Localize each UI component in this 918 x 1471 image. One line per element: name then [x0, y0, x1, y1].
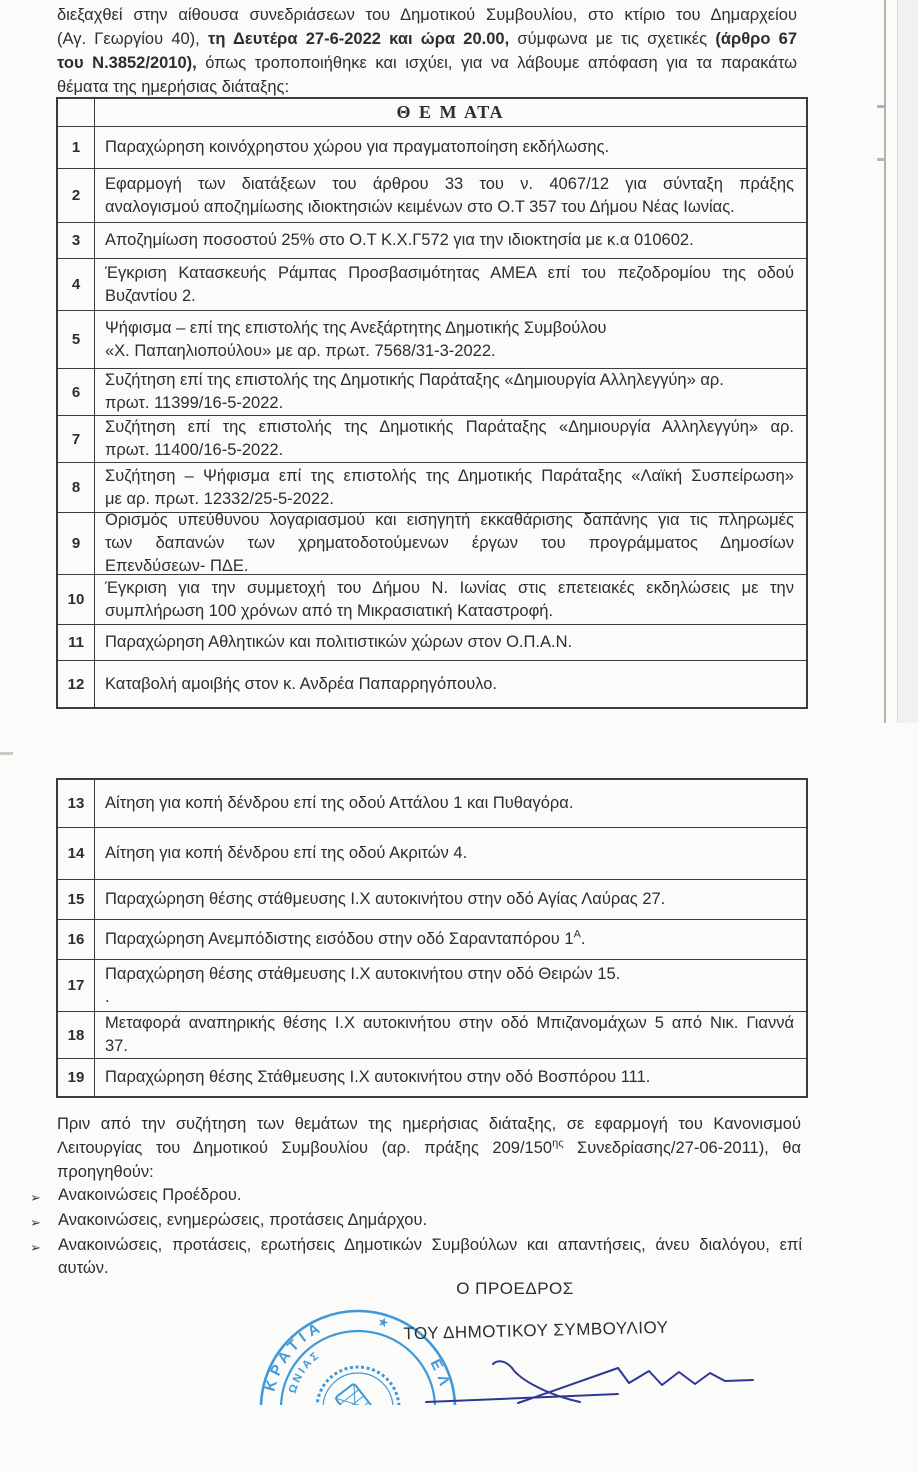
agenda-row-number: 18: [58, 1012, 95, 1058]
agenda-row-text: [95, 463, 806, 512]
text-line: των δαπανών των χρηματοδοτούμενων έργων του προγράμματος Δημοσίων: [105, 534, 794, 552]
text-line: Παραχώρηση Αθλητικών και πολιτιστικών χώρων στον Ο.Π.Α.Ν.: [105, 633, 573, 651]
text-line: αναλογισμού αποζημίωσης ιδιοκτησιών κειμένων στο Ο.Τ 357 του Δήμου Νέας Ιωνίας.: [105, 197, 735, 216]
agenda-row-number: 2: [58, 169, 95, 222]
scan-tick-mark: [877, 105, 886, 108]
stamp-outer-text-left: ΚΡΑΤΙΑ: [261, 1317, 327, 1394]
agenda-row-text: [95, 169, 806, 222]
agenda-row-1: [58, 126, 806, 168]
text-line: (Αγ. Γεωργίου 40), τη Δευτέρα 27-6-2022 και ώρα 20.00, σύμφωνα με τις σχετικές (άρθρο 67: [57, 30, 797, 48]
text-line: «Χ. Παπαηλιοπούλου» με αρ. πρωτ. 7568/31-3-2022.: [105, 341, 496, 360]
text-line: Καταβολή αμοιβής στον κ. Ανδρέα Παπαρρηγόπουλο.: [105, 674, 498, 693]
agenda-row-14: [58, 827, 806, 879]
agenda-row-text: [95, 661, 806, 707]
agenda-row-text: [95, 780, 806, 827]
agenda-row-text: [95, 575, 806, 624]
scan-tick-mark: [877, 158, 886, 161]
agenda-row-text: [95, 513, 806, 574]
agenda-row-text: [95, 223, 806, 258]
text-line: Πριν από την συζήτηση των θεμάτων της ημερήσιας διάταξης, σε εφαρμογή του Κανονισμού: [57, 1115, 801, 1133]
text-line: Ορισμός υπεύθυνου λογαριασμού και εισηγητή εκκαθάρισης δαπάνης για τις πληρωμές: [105, 511, 794, 529]
text-line: Παραχώρηση θέσης στάθμευσης Ι.Χ αυτοκινήτου στην οδό Αγίας Λαύρας 27.: [105, 890, 666, 908]
agenda-row-text: [95, 416, 806, 462]
agenda-row-text: [95, 127, 806, 168]
text-line: .: [105, 987, 110, 1006]
text-line: πρωτ. 11400/16-5-2022.: [105, 441, 284, 459]
text-line: Ψήφισμα – επί της επιστολής της Ανεξάρτητης Δημοτικής Συμβούλου: [105, 318, 607, 337]
text-line: αυτών.: [58, 1259, 109, 1277]
agenda-row-number: 1: [58, 127, 95, 168]
text-line: Παραχώρηση κοινόχρηστου χώρου για πραγματοποίηση εκδήλωσης.: [105, 138, 610, 156]
text-line: Εφαρμογή των διατάξεων του άρθρου 33 του ν. 4067/12 για σύνταξη πράξης: [105, 174, 794, 193]
bullet-arrow-icon: ➢: [30, 1190, 41, 1205]
agenda-row-number: 6: [58, 369, 95, 415]
text-line: Παραχώρηση Ανεμπόδιστης εισόδου στην οδό Σαρανταπόρου $1^A$.: [105, 928, 586, 948]
text-line: Ανακοινώσεις Προέδρου.: [58, 1186, 242, 1204]
bullet-arrow-icon: ➢: [30, 1240, 41, 1255]
agenda-row-number: 15: [58, 880, 95, 919]
agenda-row-text: [95, 960, 806, 1011]
agenda-row-4: [58, 258, 806, 310]
agenda-row-11: [58, 624, 806, 660]
bullet-item: [30, 1184, 802, 1209]
text-line: Λειτουργίας του Δημοτικού Συμβουλίου (αρ. πράξης $209/150^{\eta\varsigma}$ Συνεδρίασης/27-06-2011), θα: [57, 1137, 801, 1157]
text-line: με αρ. πρωτ. 12332/25-5-2022.: [105, 489, 334, 508]
agenda-row-text: [95, 1059, 806, 1096]
agenda-row-number: 8: [58, 463, 95, 512]
scan-edge-band: [897, 0, 918, 723]
agenda-row-number: 5: [58, 311, 95, 368]
agenda-row-text: [95, 369, 806, 415]
agenda-row-19: [58, 1058, 806, 1096]
text-line: θέματα της ημερήσιας διάταξης:: [57, 78, 290, 96]
agenda-row-13: [58, 780, 806, 827]
agenda-row-number: 7: [58, 416, 95, 462]
text-line: Ανακοινώσεις, προτάσεις, ερωτήσεις Δημοτικών Συμβούλων και απαντήσεις, άνευ διαλόγου, επί: [58, 1236, 802, 1254]
agenda-row-text: [95, 259, 806, 310]
agenda-row-text: [95, 880, 806, 919]
agenda-row-5: [58, 310, 806, 368]
text-line: Παραχώρηση θέσης στάθμευσης Ι.Χ αυτοκινήτου στην οδό Θειρών 15.: [105, 964, 621, 983]
stamp-outer-text-right: ΕΛ: [426, 1356, 455, 1394]
text-line: Συζήτηση επί της επιστολής της Δημοτικής Παράταξης «Δημιουργία Αλληλεγγύη» αρ.: [105, 371, 724, 389]
agenda-row-text: [95, 920, 806, 959]
agenda-row-3: [58, 222, 806, 258]
text-line: Αίτηση για κοπή δένδρου επί της οδού Ακριτών 4.: [105, 844, 468, 862]
text-line: Βυζαντίου 2.: [105, 286, 196, 305]
agenda-row-number: 12: [58, 661, 95, 707]
agenda-row-9: [58, 512, 806, 574]
agenda-header-row: [58, 99, 806, 126]
president-title: Ο ΠΡΟΕΔΡΟΣ: [456, 1279, 574, 1298]
bullet-text: [58, 1184, 802, 1209]
agenda-row-number: 19: [58, 1059, 95, 1096]
text-line: συμπλήρωση 100 χρόνων από τη Μικρασιατική Καταστροφή.: [105, 601, 554, 620]
text-line: διεξαχθεί στην αίθουσα συνεδριάσεων του Δημοτικού Συμβουλίου, στο κτίριο του Δημαρχείου: [57, 6, 797, 24]
agenda-header-number-cell: [58, 99, 95, 126]
text-line: Ανακοινώσεις, ενημερώσεις, προτάσεις Δημάρχου.: [58, 1211, 428, 1229]
text-line: πρωτ. 11399/16-5-2022.: [105, 394, 284, 412]
text-line: του Ν.3852/2010), όπως τροποποιήθηκε και ισχύει, για να λάβουμε απόφαση για τα παρακάτω: [57, 54, 798, 72]
agenda-row-number: 10: [58, 575, 95, 624]
bullet-text: [58, 1234, 802, 1280]
signature-strokes: [410, 1330, 780, 1405]
text-line: Παραχώρηση θέσης Στάθμευσης Ι.Χ αυτοκινήτου στην οδό Βοσπόρου 111.: [105, 1068, 651, 1086]
agenda-row-18: [58, 1011, 806, 1058]
text-line: 37.: [105, 1037, 128, 1055]
text-line: προηγηθούν:: [57, 1163, 154, 1181]
agenda-row-number: 16: [58, 920, 95, 959]
bullet-text: [58, 1209, 802, 1234]
agenda-row-number: 3: [58, 223, 95, 258]
text-line: Αίτηση για κοπή δένδρου επί της οδού Αττάλου 1 και Πυθαγόρα.: [105, 794, 574, 812]
stamp-inner-text: ΩΝΙΑΣ: [286, 1348, 323, 1395]
president-signature: [410, 1330, 780, 1405]
agenda-row-2: [58, 168, 806, 222]
agenda-row-text: [95, 311, 806, 368]
agenda-row-text: [95, 625, 806, 660]
text-line: Συζήτηση επί της επιστολής της Δημοτικής Παράταξης «Δημιουργία Αλληλεγγύη» αρ.: [105, 418, 794, 436]
agenda-row-number: 11: [58, 625, 95, 660]
text-line: Μεταφορά αναπηρικής θέσης Ι.Χ αυτοκινήτου στην οδό Μπιζανομάχων 5 από Νικ. Γιαννά: [105, 1014, 794, 1032]
agenda-table-part-2: [56, 778, 808, 1098]
agenda-row-number: 4: [58, 259, 95, 310]
agenda-row-17: [58, 959, 806, 1011]
text-line: Επενδύσεων- ΠΔΕ.: [105, 557, 249, 575]
announcements-bullet-list: [30, 1184, 802, 1280]
agenda-row-12: [58, 660, 806, 707]
text-line: Συζήτηση – Ψήφισμα επί της επιστολής της Δημοτικής Παράταξης «Λαϊκή Συσπείρωση»: [105, 466, 794, 485]
agenda-table-title: Θ Ε Μ ΑΤΑ: [396, 102, 505, 122]
agenda-row-text: [95, 828, 806, 879]
agenda-row-16: [58, 919, 806, 959]
text-line: Έγκριση Κατασκευής Ράμπας Προσβασιμότητας ΑΜΕΑ επί του πεζοδρομίου της οδού: [105, 263, 794, 282]
scan-dash-mark: [0, 752, 13, 755]
agenda-table-part-1: [56, 97, 808, 709]
agenda-row-10: [58, 574, 806, 624]
council-title: ΤΟΥ ΔΗΜΟΤΙΚΟΥ ΣΥΜΒΟΥΛΙΟΥ: [403, 1317, 669, 1344]
intro-paragraph: [57, 3, 797, 99]
bullet-item: [30, 1209, 802, 1234]
agenda-row-number: 13: [58, 780, 95, 827]
agenda-row-number: 14: [58, 828, 95, 879]
preamble-paragraph: [57, 1112, 801, 1184]
agenda-row-8: [58, 462, 806, 512]
agenda-row-15: [58, 879, 806, 919]
agenda-row-number: 9: [58, 513, 95, 574]
agenda-row-7: [58, 415, 806, 462]
agenda-row-text: [95, 1012, 806, 1058]
stamp-emblem-shield: [335, 1383, 375, 1405]
bullet-item: [30, 1234, 802, 1280]
agenda-row-6: [58, 368, 806, 415]
agenda-row-number: 17: [58, 960, 95, 1011]
stamp-star-icon: ★: [375, 1313, 392, 1332]
text-line: Έγκριση για την συμμετοχή του Δήμου Ν. Ιωνίας στις επετειακές εκδηλώσεις με την: [105, 578, 794, 597]
bullet-arrow-icon: ➢: [30, 1215, 41, 1230]
scan-edge-line: [884, 0, 886, 723]
text-line: Αποζημίωση ποσοστού 25% στο Ο.Τ Κ.Χ.Γ572 για την ιδιοκτησία με κ.α 010602.: [105, 231, 694, 249]
